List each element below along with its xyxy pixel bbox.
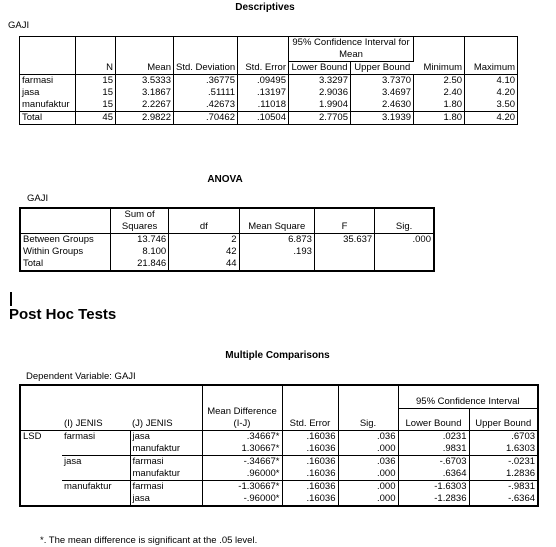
col-std-deviation: Std. Deviation <box>174 37 238 75</box>
col-df: df <box>169 208 239 234</box>
table-row: jasa -.96000* .16036 .000 -1.2836 -.6364 <box>20 493 538 506</box>
col-ci-header: 95% Confidence Interval for Mean <box>289 37 414 62</box>
table-row: LSD farmasi jasa .34667* .16036 .036 .0231 .6703 <box>20 431 538 444</box>
col-n: N <box>76 37 116 75</box>
col-upper-bound: Upper Bound <box>469 408 538 430</box>
table-row: jasa 15 3.1867 .51111 .13197 2.9036 3.4697 2.40 4.20 <box>20 87 518 99</box>
table-row: manufaktur 1.30667* .16036 .000 .9831 1.6303 <box>20 443 538 456</box>
col-maximum: Maximum <box>465 37 518 75</box>
posthoc-title: Multiple Comparisons <box>225 350 330 361</box>
method-label: LSD <box>23 431 42 442</box>
col-j-jenis: (J) JENIS <box>130 385 202 431</box>
text-cursor <box>10 292 12 306</box>
col-i-jenis: (I) JENIS <box>62 385 130 431</box>
anova-title: ANOVA <box>207 174 243 185</box>
col-sig: Sig. <box>375 208 434 234</box>
descriptives-table <box>19 36 518 125</box>
anova-dependent: GAJI <box>27 193 49 204</box>
col-std-error: Std. Error <box>238 37 289 75</box>
col-sum-of-squares: Sum of Squares <box>110 208 168 234</box>
table-row: manufaktur .96000* .16036 .000 .6364 1.2836 <box>20 468 538 481</box>
table-row: Between Groups 13.746 2 6.873 35.637 .000 <box>20 234 434 247</box>
descriptives-dependent: GAJI <box>8 20 30 31</box>
col-mean-difference: Mean Difference (I-J) <box>202 385 282 431</box>
anova-table <box>19 207 435 272</box>
col-f: F <box>314 208 374 234</box>
col-std-error: Std. Error <box>282 385 338 431</box>
descriptives-title: Descriptives <box>235 2 295 13</box>
posthoc-dependent: Dependent Variable: GAJI <box>26 371 136 382</box>
multiple-comparisons-table <box>19 384 539 507</box>
col-lower-bound: Lower Bound <box>398 408 469 430</box>
table-row: manufaktur farmasi -1.30667* .16036 .000 -1.6303 -.9831 <box>20 481 538 494</box>
table-row: Within Groups 8.100 42 .193 <box>20 246 434 258</box>
col-mean: Mean <box>116 37 174 75</box>
table-row: farmasi 15 3.5333 .36775 .09495 3.3297 3.7370 2.50 4.10 <box>20 75 518 88</box>
col-ci-header: 95% Confidence Interval <box>398 385 538 408</box>
col-sig: Sig. <box>338 385 398 431</box>
table-row-total: Total 45 2.9822 .70462 .10504 2.7705 3.1939 1.80 4.20 <box>20 112 518 125</box>
table-row: Total 21.846 44 <box>20 258 434 271</box>
footnote: *. The mean difference is significant at the .05 level. <box>40 535 258 546</box>
posthoc-heading: Post Hoc Tests <box>9 306 117 323</box>
col-upper-bound: Upper Bound <box>351 62 414 75</box>
col-lower-bound: Lower Bound <box>289 62 351 75</box>
col-minimum: Minimum <box>414 37 465 75</box>
col-mean-square: Mean Square <box>239 208 314 234</box>
table-row: manufaktur 15 2.2267 .42673 .11018 1.9904 2.4630 1.80 3.50 <box>20 99 518 112</box>
table-row: jasa farmasi -.34667* .16036 .036 -.6703 -.0231 <box>20 456 538 469</box>
